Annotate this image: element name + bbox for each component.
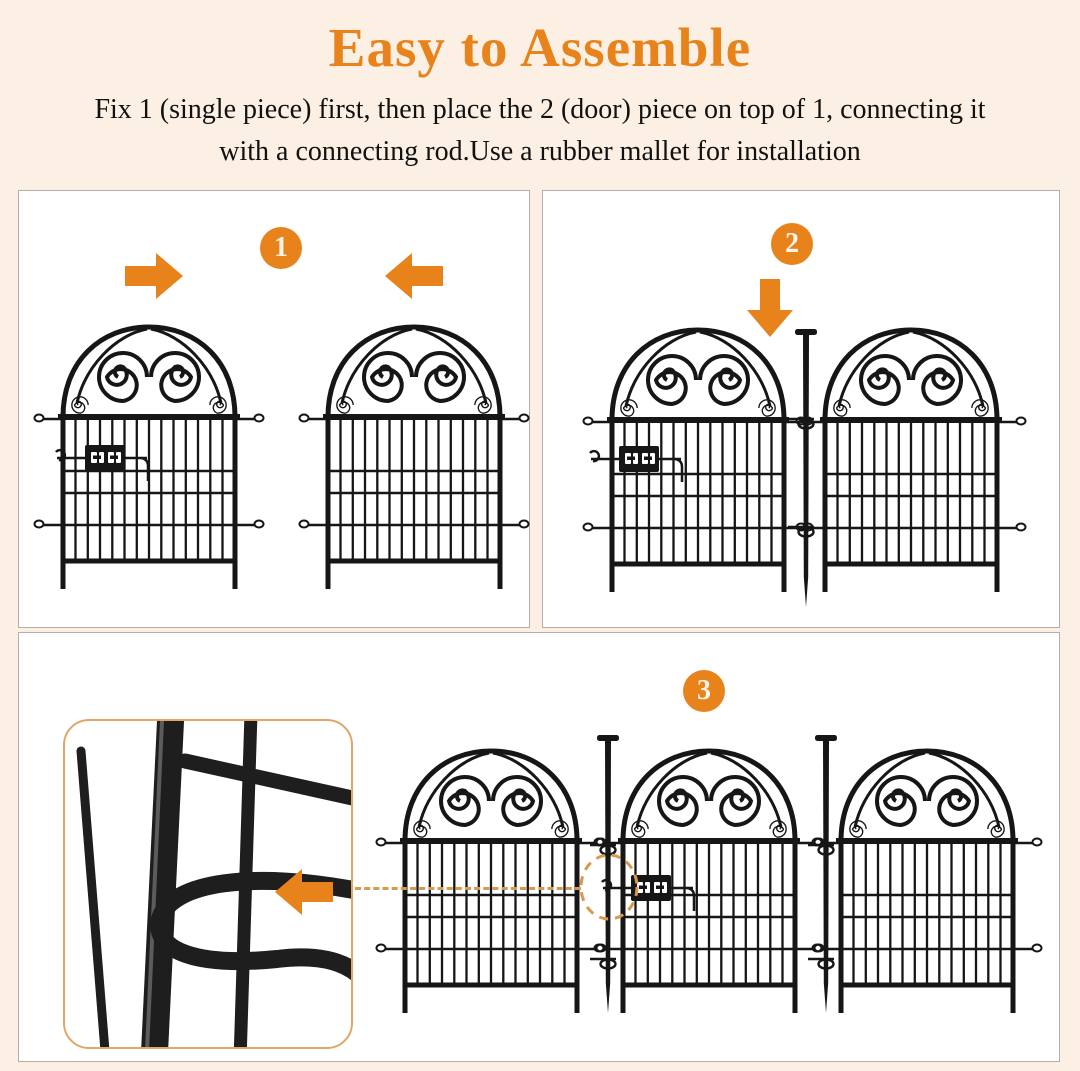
gate-latch (56, 445, 148, 481)
fence-piece-3 (813, 751, 1042, 1013)
rod-loop (590, 959, 616, 969)
rod-loop (590, 845, 616, 855)
fence-piece-2 (595, 751, 824, 1013)
step-2-panel (542, 190, 1060, 628)
rod-loop (808, 845, 834, 855)
rod-loop (808, 959, 834, 969)
connecting-rod (795, 329, 817, 607)
step-3-number: 3 (697, 675, 711, 706)
step-2-number: 2 (785, 228, 799, 259)
fence-piece-1 (377, 751, 606, 1013)
step-1-panel (18, 190, 530, 628)
fence-piece-door (797, 330, 1026, 592)
step-1-number: 1 (274, 232, 288, 263)
connecting-rod (597, 735, 619, 1013)
instruction-line-1: Fix 1 (single piece) first, then place the 2 (door) piece on top of 1, connecting it (94, 94, 986, 125)
page-title: Easy to Assemble (328, 17, 752, 78)
step-1-badge (260, 227, 302, 269)
step-2-badge (771, 223, 813, 265)
arrow-right-icon (125, 253, 183, 299)
connecting-rod (815, 735, 837, 1013)
step-3-panel (18, 632, 1060, 1062)
header (0, 0, 1080, 173)
instruction-line-2: with a connecting rod.Use a rubber mallet for installation (219, 136, 861, 167)
arrow-down-icon (747, 279, 793, 337)
rod-hook-closeup (65, 721, 353, 1049)
step-3-badge (683, 670, 725, 712)
detail-inset (63, 719, 353, 1049)
instruction-text (0, 89, 1080, 173)
arrow-left-icon (385, 253, 443, 299)
dashed-connector-line (355, 887, 581, 890)
fence-piece-door (300, 327, 529, 589)
fence-piece-single (584, 330, 813, 592)
